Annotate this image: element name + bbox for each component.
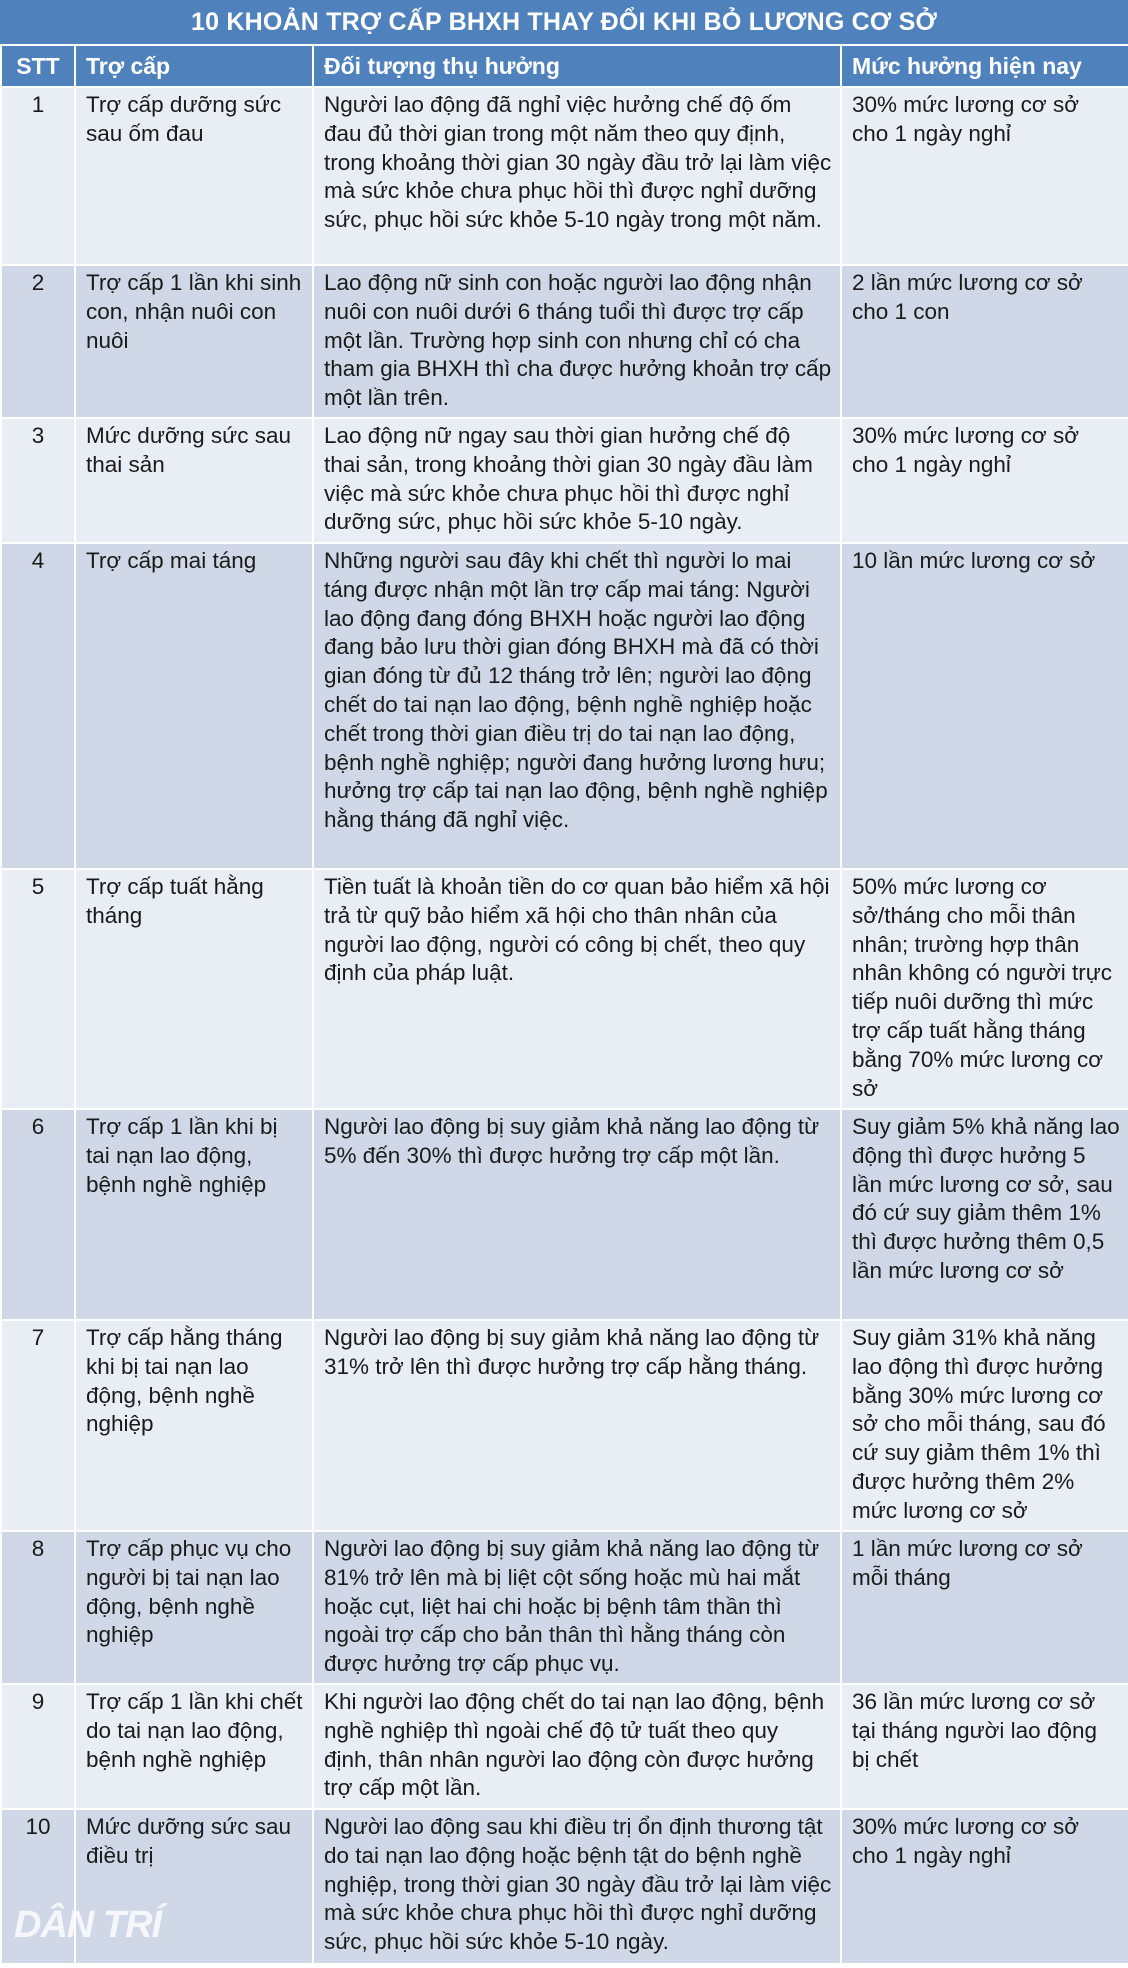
beneficiary-description: Người lao động đã nghỉ việc hưởng chế độ ốm đau đủ thời gian trong một năm theo quy định, trong khoảng thời gian 30 ngày đầu trở lại làm việc mà sức khỏe chưa phục hồi thì được nghỉ dưỡng sức, phục hồi sức khỏe 5-10 ngày trong một năm. [313,87,841,265]
table-header-row [1,45,1128,87]
current-rate: 50% mức lương cơ sở/tháng cho mỗi thân nhân; trường hợp thân nhân không có người trực tiếp nuôi dưỡng thì mức trợ cấp tuất hằng tháng bằng 70% mức lương cơ sở [841,869,1128,1109]
table-row [1,1684,1128,1809]
row-number: 2 [1,265,75,418]
beneficiary-description: Lao động nữ ngay sau thời gian hưởng chế độ thai sản, trong khoảng thời gian 30 ngày đầu làm việc mà sức khỏe chưa phục hồi thì được nghỉ dưỡng sức, phục hồi sức khỏe 5-10 ngày. [313,418,841,543]
table-row [1,265,1128,418]
column-header-stt: STT [1,45,75,87]
table-row [1,543,1128,869]
benefit-name: Mức dưỡng sức sau thai sản [75,418,313,543]
benefit-name: Trợ cấp phục vụ cho người bị tai nạn lao động, bệnh nghề nghiệp [75,1531,313,1684]
benefit-name: Trợ cấp 1 lần khi chết do tai nạn lao động, bệnh nghề nghiệp [75,1684,313,1809]
benefit-name: Mức dưỡng sức sau điều trị [75,1809,313,1964]
benefit-name: Trợ cấp 1 lần khi bị tai nạn lao động, bệnh nghề nghiệp [75,1109,313,1320]
row-number: 5 [1,869,75,1109]
beneficiary-description: Người lao động bị suy giảm khả năng lao động từ 5% đến 30% thì được hưởng trợ cấp một lần. [313,1109,841,1320]
beneficiary-description: Người lao động sau khi điều trị ổn định thương tật do tai nạn lao động hoặc bệnh tật do bệnh nghề nghiệp, trong thời gian 30 ngày đầu trở lại làm việc mà sức khỏe chưa phục hồi thì được nghỉ dưỡng sức, phục hồi sức khỏe 5-10 ngày. [313,1809,841,1964]
current-rate: 30% mức lương cơ sở cho 1 ngày nghỉ [841,1809,1128,1964]
beneficiary-description: Khi người lao động chết do tai nạn lao động, bệnh nghề nghiệp thì ngoài chế độ tử tuất theo quy định, thân nhân người lao động còn được hưởng trợ cấp một lần. [313,1684,841,1809]
table-row [1,1531,1128,1684]
current-rate: 30% mức lương cơ sở cho 1 ngày nghỉ [841,418,1128,543]
row-number: 9 [1,1684,75,1809]
current-rate: Suy giảm 5% khả năng lao động thì được hưởng 5 lần mức lương cơ sở, sau đó cứ suy giảm thêm 1% thì được hưởng thêm 0,5 lần mức lương cơ sở [841,1109,1128,1320]
row-number: 6 [1,1109,75,1320]
benefit-name: Trợ cấp mai táng [75,543,313,869]
current-rate: 36 lần mức lương cơ sở tại tháng người lao động bị chết [841,1684,1128,1809]
table-row [1,1109,1128,1320]
row-number: 10 [1,1809,75,1964]
current-rate: Suy giảm 31% khả năng lao động thì được hưởng bằng 30% mức lương cơ sở cho mỗi tháng, sau đó cứ suy giảm thêm 1% thì được hưởng thêm 2% mức lương cơ sở [841,1320,1128,1531]
beneficiary-description: Tiền tuất là khoản tiền do cơ quan bảo hiểm xã hội trả từ quỹ bảo hiểm xã hội cho thân nhân của người lao động, người có công bị chết, theo quy định của pháp luật. [313,869,841,1109]
table-row [1,1320,1128,1531]
column-header-muc-huong: Mức hưởng hiện nay [841,45,1128,87]
beneficiary-description: Những người sau đây khi chết thì người lo mai táng được nhận một lần trợ cấp mai táng: Người lao động đang đóng BHXH hoặc người lao động đang bảo lưu thời gian đóng BHXH mà đã có thời gian đóng từ đủ 12 tháng trở lên; người lao động chết do tai nạn lao động, bệnh nghề nghiệp hoặc chết trong thời gian điều trị do tai nạn lao động, bệnh nghề nghiệp; người đang hưởng lương hưu; hưởng trợ cấp tai nạn lao động, bệnh nghề nghiệp hằng tháng đã nghỉ việc. [313,543,841,869]
current-rate: 2 lần mức lương cơ sở cho 1 con [841,265,1128,418]
benefit-name: Trợ cấp tuất hằng tháng [75,869,313,1109]
beneficiary-description: Người lao động bị suy giảm khả năng lao động từ 81% trở lên mà bị liệt cột sống hoặc mù hai mắt hoặc cụt, liệt hai chi hoặc bị bệnh tâm thần thì ngoài trợ cấp cho bản thân thì hằng tháng còn được hưởng trợ cấp phục vụ. [313,1531,841,1684]
beneficiary-description: Lao động nữ sinh con hoặc người lao động nhận nuôi con nuôi dưới 6 tháng tuổi thì được trợ cấp một lần. Trường hợp sinh con nhưng chỉ có cha tham gia BHXH thì cha được hưởng khoản trợ cấp một lần trên. [313,265,841,418]
row-number: 8 [1,1531,75,1684]
column-header-doi-tuong: Đối tượng thụ hưởng [313,45,841,87]
benefit-name: Trợ cấp hằng tháng khi bị tai nạn lao động, bệnh nghề nghiệp [75,1320,313,1531]
row-number: 4 [1,543,75,869]
current-rate: 30% mức lương cơ sở cho 1 ngày nghỉ [841,87,1128,265]
table-row [1,87,1128,265]
benefit-name: Trợ cấp dưỡng sức sau ốm đau [75,87,313,265]
table-row [1,869,1128,1109]
benefits-table [0,44,1128,1965]
page-title: 10 KHOẢN TRỢ CẤP BHXH THAY ĐỔI KHI BỎ LƯƠNG CƠ SỞ [0,0,1128,44]
row-number: 7 [1,1320,75,1531]
row-number: 3 [1,418,75,543]
benefit-name: Trợ cấp 1 lần khi sinh con, nhận nuôi con nuôi [75,265,313,418]
table-row [1,1809,1128,1964]
beneficiary-description: Người lao động bị suy giảm khả năng lao động từ 31% trở lên thì được hưởng trợ cấp hằng tháng. [313,1320,841,1531]
current-rate: 1 lần mức lương cơ sở mỗi tháng [841,1531,1128,1684]
table-row [1,418,1128,543]
current-rate: 10 lần mức lương cơ sở [841,543,1128,869]
brand-watermark: DÂN TRÍ [14,1904,162,1946]
column-header-tro-cap: Trợ cấp [75,45,313,87]
row-number: 1 [1,87,75,265]
